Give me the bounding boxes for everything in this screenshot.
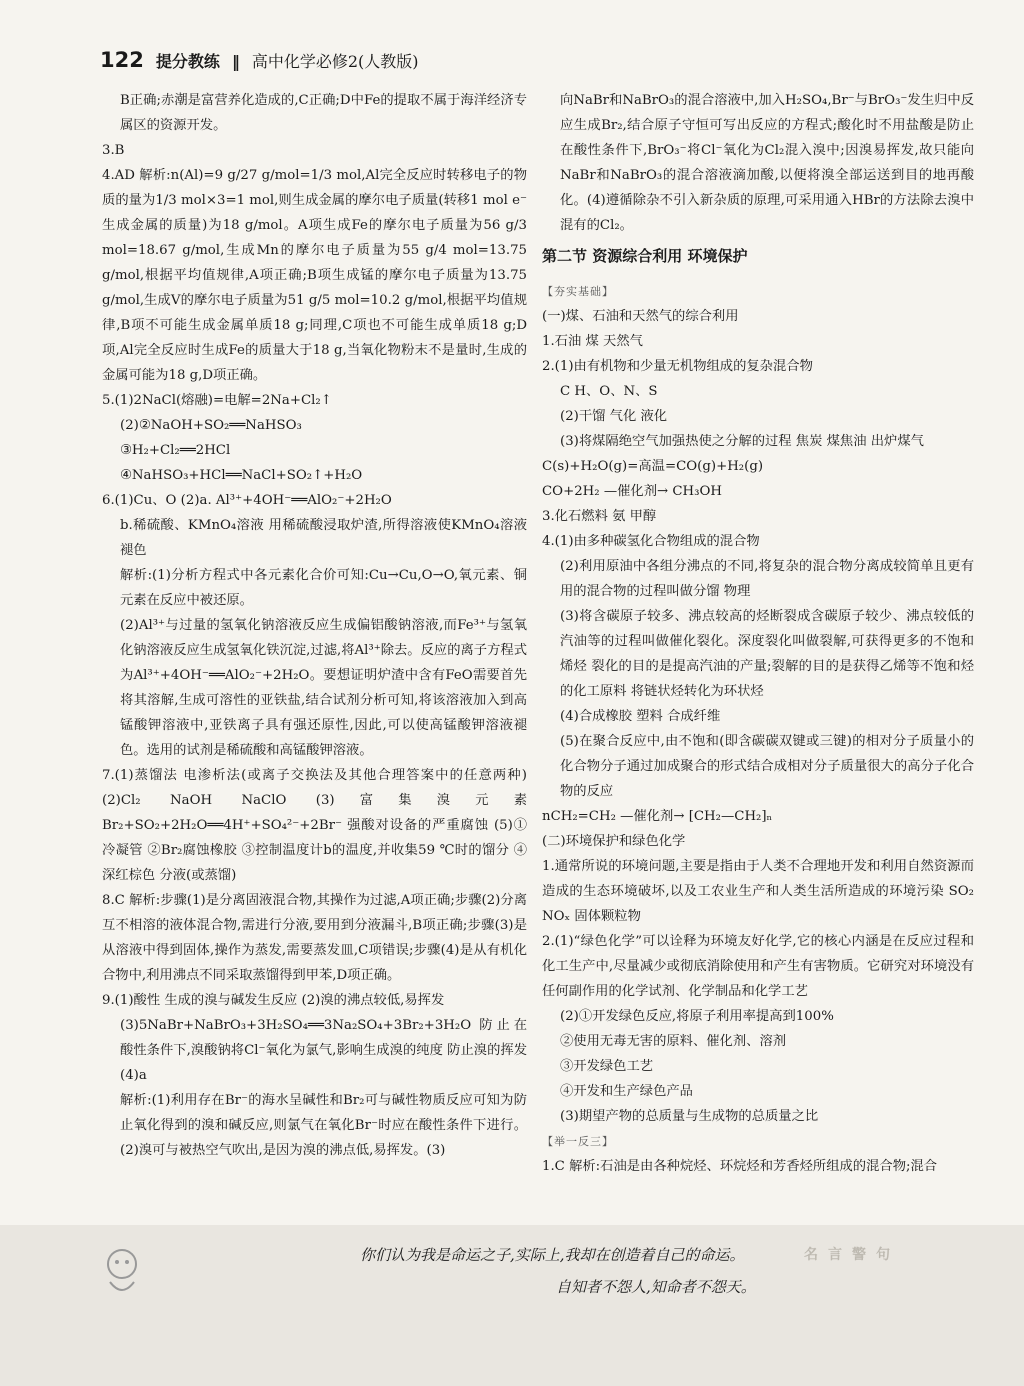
right-column-paragraph: 第二节 资源综合利用 环境保护 xyxy=(542,247,748,265)
left-column-paragraph: B正确;赤潮是富营养化造成的,C正确;D中Fe的提取不属于海洋经济专属区的资源开发。 xyxy=(120,93,527,133)
left-column-paragraph: 解析:(1)利用存在Br⁻的海水呈碱性和Br₂可与碱性物质反应可知为防止氧化得到的溴和碱反应,则氯气在氧化Br⁻时应在酸性条件下进行。(2)溴可与被热空气吹出,是因为溴的沸点低,易挥发。(3) xyxy=(120,1093,527,1158)
right-column-paragraph: 2.(1)由有机物和少量无机物组成的复杂混合物 xyxy=(542,359,813,374)
page-header xyxy=(100,48,419,76)
right-column-paragraph: (3)期望产物的总质量与生成物的总质量之比 xyxy=(560,1109,819,1124)
right-column-paragraph: (2)干馏 气化 液化 xyxy=(560,409,668,424)
left-column xyxy=(102,88,527,1163)
right-column-paragraph: 3.化石燃料 氨 甲醇 xyxy=(542,509,657,524)
book-title: 高中化学必修2(人教版) xyxy=(251,52,419,71)
left-column-paragraph: 7.(1)蒸馏法 电渗析法(或离子交换法及其他合理答案中的任意两种) (2)Cl₂ NaOH NaClO (3)富集溴元素 Br₂+SO₂+2H₂O══4H⁺+SO₄²⁻+2Br⁻ 强酸对设备的严重腐蚀 (5)①冷凝管 ②Br₂腐蚀橡胶 ③控制温度计b的温度,并收集59 ℃时的馏分 ④深红棕色 分液(或蒸馏) xyxy=(102,768,527,883)
left-column-paragraph: 4.AD 解析:n(Al)=9 g/27 g/mol=1/3 mol,Al完全反应时转移电子的物质的量为1/3 mol×3=1 mol,则生成金属的摩尔电子质量(转移1 mol e⁻生成金属的质量)为18 g/mol。A项生成Fe的摩尔电子质量为56 g/3 mol=18.67 g/mol,生成Mn的摩尔电子质量为55 g/4 mol=13.75 g/mol,根据平均值规律,A项正确;B项生成锰的摩尔电子质量为13.75 g/mol,生成V的摩尔电子质量为51 g/5 mol=10.2 g/mol,根据平均值规律,B项不可能生成金属单质18 g;同理,C项也不可能生成单质18 g;D项,Al完全反应时生成Fe的质量大于18 g,当氧化物粉末不是量时,生成的金属可能为18 g,D项正确。 xyxy=(102,168,527,383)
header-separator: ‖ xyxy=(231,52,240,71)
right-column-paragraph: 1.石油 煤 天然气 xyxy=(542,334,643,349)
quote-tag: 名言警句 xyxy=(804,1247,900,1263)
right-column-paragraph: ②使用无毒无害的原料、催化剂、溶剂 xyxy=(560,1034,787,1049)
left-column-paragraph: 8.C 解析:步骤(1)是分离固液混合物,其操作为过滤,A项正确;步骤(2)分离互不相溶的液体混合物,需进行分液,要用到分液漏斗,B项正确;步骤(3)是从溶液中得到固体,操作为蒸发,需要蒸发皿,C项错误;步骤(4)是从有机化合物中,利用沸点不同采取蒸馏得到甲苯,D项正确。 xyxy=(102,893,527,983)
left-column-paragraph: (2)Al³⁺与过量的氢氧化钠溶液反应生成偏铝酸钠溶液,而Fe³⁺与氢氧化钠溶液反应生成氢氧化铁沉淀,过滤,将Al³⁺除去。反应的离子方程式为Al³⁺+4OH⁻══AlO₂⁻+2H₂O。要想证明炉渣中含有FeO需要首先将其溶解,生成可溶性的亚铁盐,结合试剂分析可知,将该溶液加入到高锰酸钾溶液中,亚铁离子具有强还原性,因此,可以使高锰酸钾溶液褪色。选用的试剂是稀硫酸和高锰酸钾溶液。 xyxy=(120,618,527,758)
right-column-paragraph: (一)煤、石油和天然气的综合利用 xyxy=(542,309,739,324)
page-number: 122 xyxy=(100,48,144,72)
right-column-paragraph: ④开发和生产绿色产品 xyxy=(560,1084,693,1099)
right-column-paragraph: (3)将含碳原子较多、沸点较高的烃断裂成含碳原子较少、沸点较低的汽油等的过程叫做催化裂化。深度裂化叫做裂解,可获得更多的不饱和烯烃 裂化的目的是提高汽油的产量;裂解的目的是获得乙烯等不饱和烃的化工原料 将链状烃转化为环状烃 xyxy=(560,609,974,699)
right-column-paragraph: 2.(1)“绿色化学”可以诠释为环境友好化学,它的核心内涵是在反应过程和化工生产中,尽量减少或彻底消除使用和产生有害物质。它研究对环境没有任何副作用的化学试剂、化学制品和化学工艺 xyxy=(542,934,974,999)
right-column-paragraph: (2)利用原油中各组分沸点的不同,将复杂的混合物分离成较简单且更有用的混合物的过程叫做分馏 物理 xyxy=(560,559,974,599)
left-column-paragraph: ③H₂+Cl₂══2HCl xyxy=(120,443,231,458)
quote-line-1: 你们认为我是命运之子,实际上,我却在创造着自己的命运。 xyxy=(360,1246,745,1264)
right-column-paragraph: nCH₂=CH₂ —催化剂→ [CH₂—CH₂]ₙ xyxy=(542,809,773,824)
right-column-paragraph: (5)在聚合反应中,由不饱和(即含碳碳双键或三键)的相对分子质量小的化合物分子通过加成聚合的形式结合成相对分子质量很大的高分子化合物的反应 xyxy=(560,734,974,799)
right-column-paragraph: C(s)+H₂O(g)=高温=CO(g)+H₂(g) xyxy=(542,459,764,474)
quote-line-2: 自知者不怨人,知命者不怨天。 xyxy=(556,1278,756,1296)
right-column-paragraph: 【夯实基础】 xyxy=(542,285,614,298)
left-column-paragraph: (3)5NaBr+NaBrO₃+3H₂SO₄══3Na₂SO₄+3Br₂+3H₂O 防止在酸性条件下,溴酸钠将Cl⁻氧化为氯气,影响生成溴的纯度 防止溴的挥发 (4)a xyxy=(120,1018,527,1083)
left-column-paragraph: 5.(1)2NaCl(熔融)=电解=2Na+Cl₂↑ xyxy=(102,393,332,408)
right-column-paragraph: ③开发绿色工艺 xyxy=(560,1059,654,1074)
left-column-paragraph: 6.(1)Cu、O (2)a. Al³⁺+4OH⁻══AlO₂⁻+2H₂O xyxy=(102,493,392,508)
right-column-paragraph: 1.C 解析:石油是由各种烷烃、环烷烃和芳香烃所组成的混合物;混合 xyxy=(542,1159,938,1174)
left-column-paragraph: 解析:(1)分析方程式中各元素化合价可知:Cu→Cu,O→O,氧元素、铜元素在反应中被还原。 xyxy=(120,568,527,608)
right-column-paragraph: 1.通常所说的环境问题,主要是指由于人类不合理地开发和利用自然资源而造成的生态环境破坏,以及工农业生产和人类生活所造成的环境污染 SO₂ NOₓ 固体颗粒物 xyxy=(542,859,974,924)
right-column xyxy=(542,88,974,1179)
left-column-paragraph: b.稀硫酸、KMnO₄溶液 用稀硫酸浸取炉渣,所得溶液使KMnO₄溶液褪色 xyxy=(120,518,527,558)
left-column-paragraph: 9.(1)酸性 生成的溴与碱发生反应 (2)溴的沸点较低,易挥发 xyxy=(102,993,445,1008)
right-column-paragraph: 向NaBr和NaBrO₃的混合溶液中,加入H₂SO₄,Br⁻与BrO₃⁻发生归中反应生成Br₂,结合原子守恒可写出反应的方程式;酸化时不用盐酸是防止在酸性条件下,BrO₃⁻将Cl⁻氧化为Cl₂混入溴中;因溴易挥发,故只能向NaBr和NaBrO₃的混合溶液滴加酸,以便将溴全部运送到目的地再酸化。(4)遵循除杂不引入新杂质的原理,可采用通入HBr的方法除去溴中混有的Cl₂。 xyxy=(560,93,974,233)
right-column-paragraph: CO+2H₂ —催化剂→ CH₃OH xyxy=(542,484,722,499)
right-column-paragraph: (3)将煤隔绝空气加强热使之分解的过程 焦炭 煤焦油 出炉煤气 xyxy=(560,434,924,449)
mascot-icon xyxy=(90,1238,154,1302)
left-column-paragraph: (2)②NaOH+SO₂══NaHSO₃ xyxy=(120,418,302,433)
right-column-paragraph: (二)环境保护和绿色化学 xyxy=(542,834,686,849)
brand-name: 提分教练 xyxy=(155,52,220,71)
right-column-paragraph: C H、O、N、S xyxy=(560,384,658,399)
left-column-paragraph: ④NaHSO₃+HCl══NaCl+SO₂↑+H₂O xyxy=(120,468,363,483)
left-column-paragraph: 3.B xyxy=(102,143,125,158)
right-column-paragraph: (2)①开发绿色反应,将原子利用率提高到100% xyxy=(560,1009,834,1024)
right-column-paragraph: (4)合成橡胶 塑料 合成纤维 xyxy=(560,709,721,724)
right-column-paragraph: 4.(1)由多种碳氢化合物组成的混合物 xyxy=(542,534,760,549)
right-column-paragraph: 【举一反三】 xyxy=(542,1135,614,1148)
